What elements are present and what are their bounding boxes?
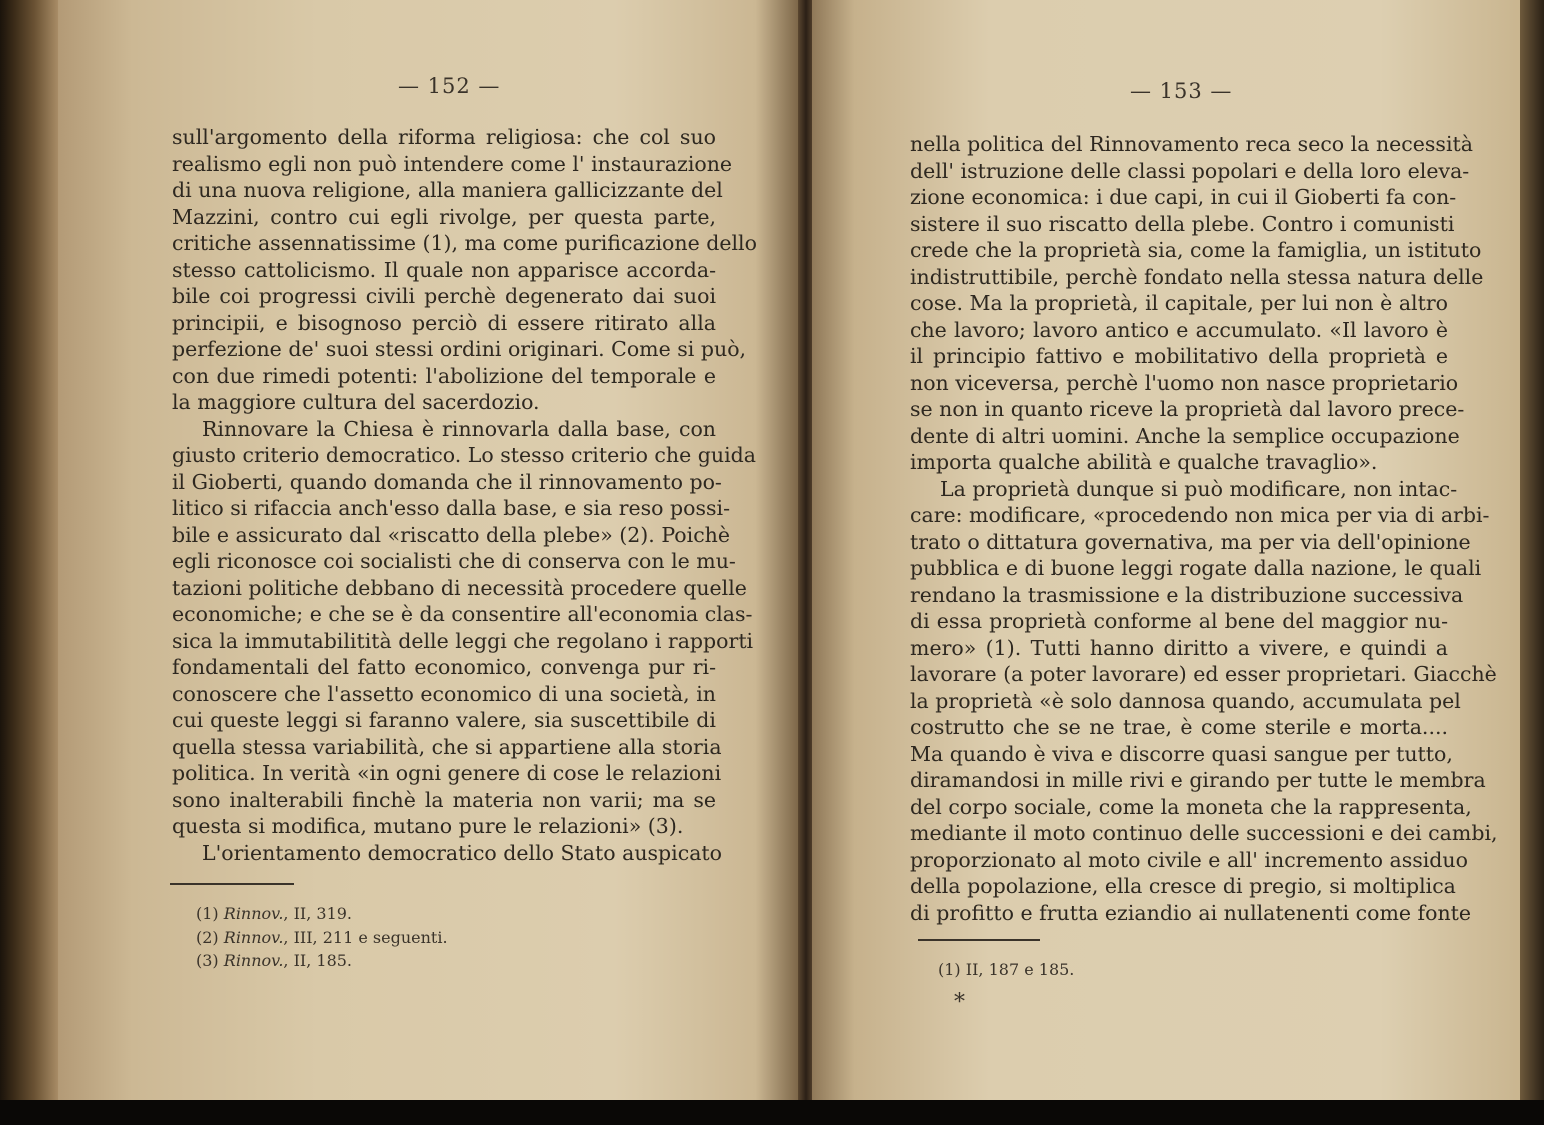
footnote-citation: , III, 211 e seguenti. (283, 927, 448, 947)
footnote-number: (1) (938, 960, 961, 979)
footnote (938, 958, 1074, 982)
text-line: la proprietà «è solo dannosa quando, accumulata pel (910, 688, 1461, 713)
text-line: indistruttibile, perchè fondato nella stessa natura delle (910, 264, 1484, 289)
text-line: Ma quando è viva e discorre quasi sangue per tutto, (910, 741, 1453, 766)
text-line: se non in quanto riceve la proprietà dal lavoro prece- (910, 397, 1465, 421)
text-line: mediante il moto continuo delle successioni e dei cambi, (910, 821, 1498, 845)
text-line: importa qualche abilità e qualche travaglio». (910, 450, 1378, 474)
text-line: dell' istruzione delle classi popolari e della loro eleva- (910, 158, 1470, 183)
text-line: proporzionato al moto civile e all' incremento assiduo (910, 847, 1468, 872)
text-line: sull'argomento della riforma religiosa: che col suo (172, 125, 716, 149)
footnote-reference: Rinnov. (223, 951, 284, 970)
text-line: fondamentali del fatto economico, convenga pur ri- (172, 655, 716, 679)
text-line: stesso cattolicismo. Il quale non apparisce accorda- (172, 257, 716, 282)
footnote (196, 926, 448, 950)
footnote-reference: Rinnov. (223, 927, 284, 947)
text-line: diramandosi in mille rivi e girando per tutte le membra (910, 768, 1486, 792)
right-page-number: — 153 — (1130, 79, 1233, 103)
text-line: il Gioberti, quando domanda che il rinnovamento po- (172, 469, 722, 494)
text-line: rendano la trasmissione e la distribuzione successiva (910, 582, 1464, 607)
text-line: bile e assicurato dal «riscatto della plebe» (2). Poichè (172, 522, 731, 547)
left-footnotes (196, 902, 448, 973)
text-line: Mazzini, contro cui egli rivolge, per questa parte, (172, 204, 716, 229)
left-page (58, 0, 800, 1100)
text-line: la maggiore cultura del sacerdozio. (172, 390, 540, 414)
right-footnote-rule (918, 939, 1040, 941)
footnote (196, 949, 448, 973)
text-line: lavorare (a poter lavorare) ed esser proprietari. Giacchè (910, 662, 1497, 686)
text-line: dente di altri uomini. Anche la semplice occupazione (910, 423, 1460, 448)
right-binding-edge (1520, 0, 1544, 1100)
left-page-body (172, 124, 757, 866)
text-line: con due rimedi potenti: l'abolizione del temporale e (172, 363, 716, 388)
text-line: tazioni politiche debbano di necessità procedere quelle (172, 575, 747, 600)
text-line: costrutto che se ne trae, è come sterile e morta.... (910, 715, 1448, 739)
text-line: cui queste leggi si faranno valere, sia suscettibile di (172, 708, 716, 732)
text-line: bile coi progressi civili perchè degenerato dai suoi (172, 284, 716, 308)
footnote-citation: II, 187 e 185. (965, 960, 1075, 979)
scan-bottom-edge (0, 1100, 1544, 1125)
text-line: principii, e bisognoso perciò di essere ritirato alla (172, 310, 716, 335)
text-line: mero» (1). Tutti hanno diritto a vivere, e quindi a (910, 635, 1448, 660)
text-line: pubblica e di buone leggi rogate dalla nazione, le quali (910, 556, 1482, 580)
text-line: non viceversa, perchè l'uomo non nasce proprietario (910, 370, 1459, 395)
right-page (812, 0, 1522, 1100)
footnote-number: (3) (196, 951, 219, 970)
text-line: di una nuova religione, alla maniera gallicizzante del (172, 178, 723, 202)
text-line: economiche; e che se è da consentire all'economia clas- (172, 602, 753, 626)
text-line: giusto criterio democratico. Lo stesso criterio che guida (172, 443, 756, 467)
footnote-citation: , II, 319. (283, 904, 353, 923)
text-line: care: modificare, «procedendo non mica per via di arbi- (910, 503, 1490, 527)
text-line: sono inalterabili finchè la materia non varii; ma se (172, 787, 716, 812)
text-line: quella stessa variabilità, che si appartiene alla storia (172, 734, 722, 759)
text-line: di essa proprietà conforme al bene del maggior nu- (910, 609, 1448, 633)
footnote-citation: , II, 185. (283, 951, 353, 970)
text-line: questa si modifica, mutano pure le relazioni» (3). (172, 814, 684, 838)
footnote (196, 902, 448, 926)
text-line: La proprietà dunque si può modificare, non intac- (940, 476, 1458, 501)
text-line: Rinnovare la Chiesa è rinnovarla dalla base, con (202, 416, 716, 441)
text-line: che lavoro; lavoro antico e accumulato. «Il lavoro è (910, 317, 1448, 342)
text-line: della popolazione, ella cresce di pregio, si moltiplica (910, 874, 1456, 898)
text-line: sica la immutabilitità delle leggi che regolano i rapporti (172, 628, 754, 653)
text-line: nella politica del Rinnovamento reca seco la necessità (910, 132, 1473, 156)
footnote-number: (2) (196, 927, 219, 947)
text-line: perfezione de' suoi stessi ordini originari. Come si può, (172, 337, 747, 361)
text-line: del corpo sociale, come la moneta che la rappresenta, (910, 794, 1472, 819)
footnote-number: (1) (196, 904, 219, 923)
text-line: egli riconosce coi socialisti che di conserva con le mu- (172, 549, 736, 573)
left-page-number: — 152 — (398, 74, 501, 98)
text-line: crede che la proprietà sia, come la famiglia, un istituto (910, 238, 1482, 262)
text-line: sistere il suo riscatto della plebe. Contro i comunisti (910, 211, 1455, 236)
left-footnote-rule (170, 883, 294, 885)
right-footnotes (938, 958, 1074, 982)
text-line: il principio fattivo e mobilitativo della proprietà e (910, 344, 1448, 368)
text-line: trato o dittatura governativa, ma per via dell'opinione (910, 529, 1471, 554)
right-page-body (910, 131, 1498, 926)
text-line: L'orientamento democratico dello Stato auspicato (202, 840, 723, 865)
text-line: realismo egli non può intendere come l' instaurazione (172, 151, 733, 176)
footnote-reference: Rinnov. (223, 904, 284, 923)
text-line: critiche assennatissime (1), ma come purificazione dello (172, 231, 757, 255)
text-line: conoscere che l'assetto economico di una società, in (172, 681, 716, 706)
text-line: politica. In verità «in ogni genere di cose le relazioni (172, 761, 722, 785)
signature-asterisk: * (954, 990, 965, 1015)
text-line: di profitto e frutta eziandio ai nullatenenti come fonte (910, 900, 1472, 925)
text-line: litico si rifaccia anch'esso dalla base, e sia reso possi- (172, 496, 731, 520)
text-line: cose. Ma la proprietà, il capitale, per lui non è altro (910, 291, 1448, 315)
left-binding-edge (0, 0, 58, 1100)
text-line: zione economica: i due capi, in cui il Gioberti fa con- (910, 185, 1457, 209)
